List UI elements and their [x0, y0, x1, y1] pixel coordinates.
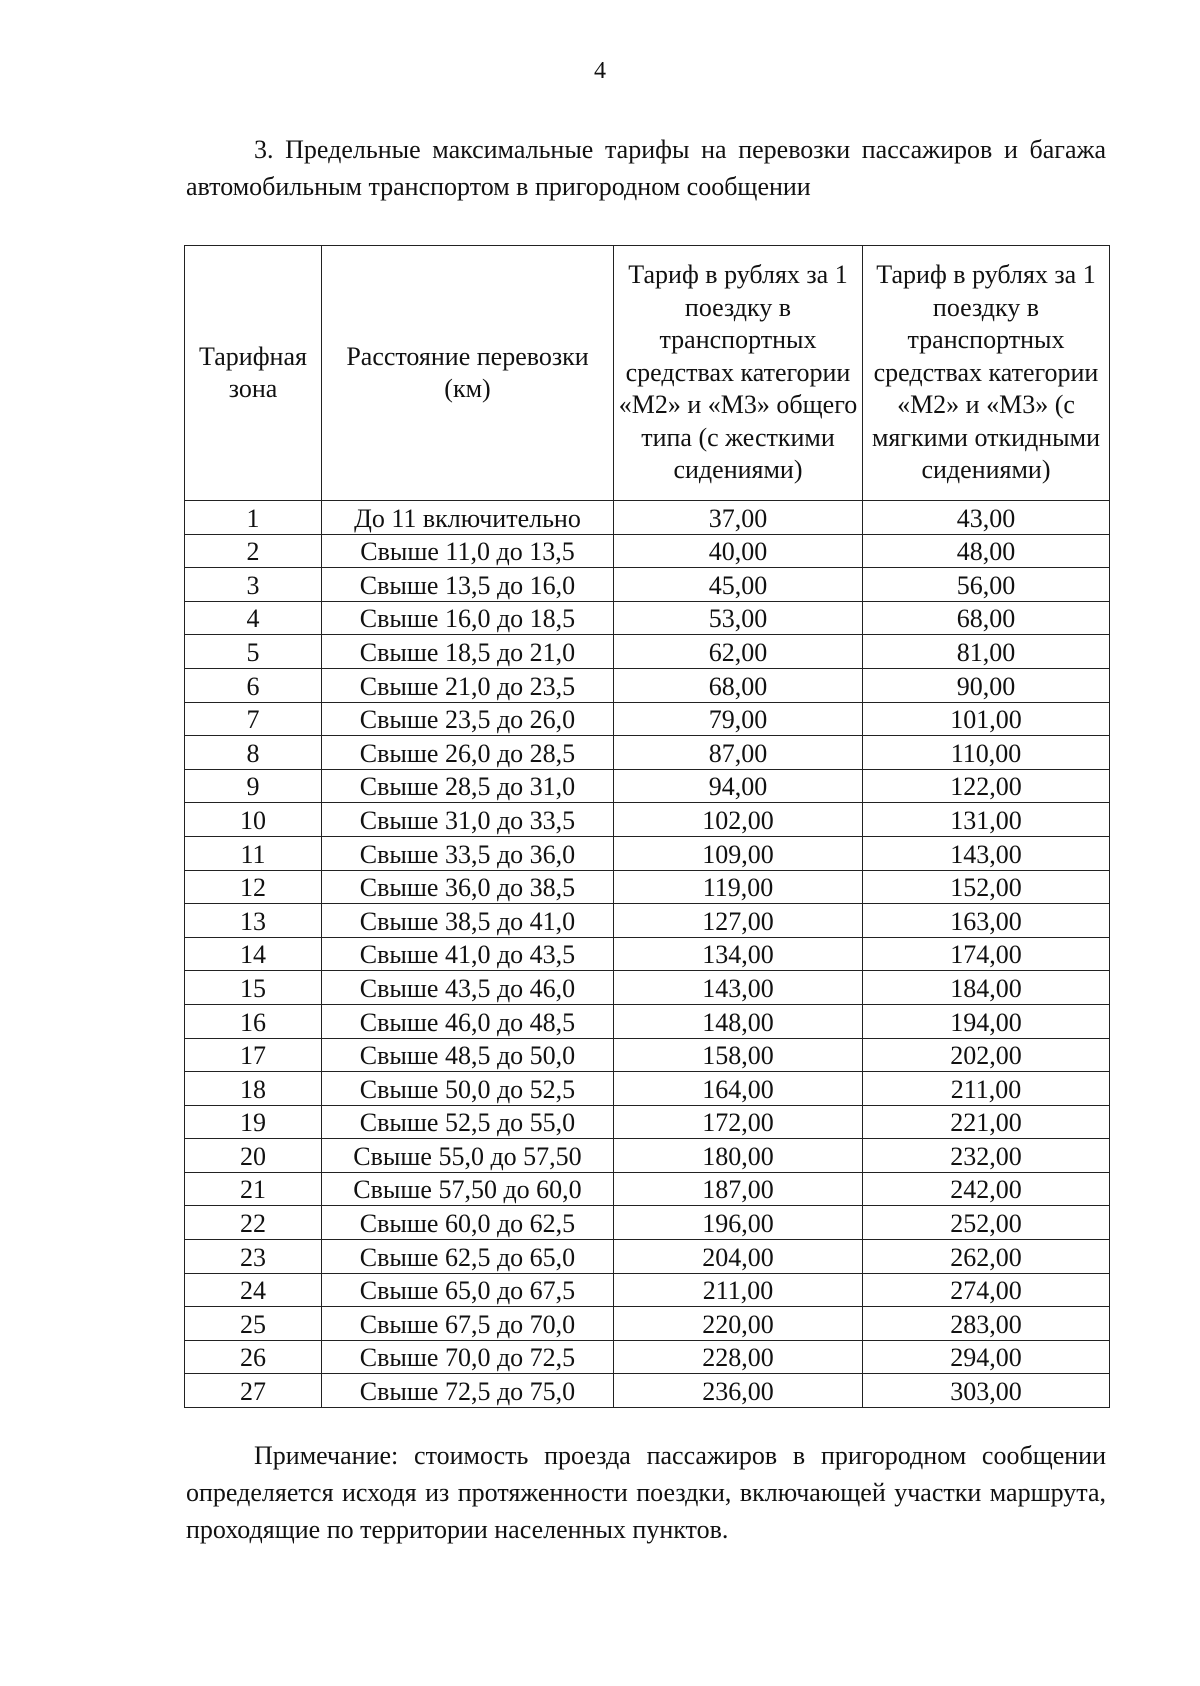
cell-tariff-hard: 148,00: [614, 1004, 863, 1038]
cell-distance: Свыше 38,5 до 41,0: [322, 904, 614, 938]
table-row: [185, 1105, 1110, 1139]
table-row: [185, 601, 1110, 635]
cell-tariff-hard: 211,00: [614, 1273, 863, 1307]
cell-distance: Свыше 33,5 до 36,0: [322, 836, 614, 870]
cell-distance: Свыше 70,0 до 72,5: [322, 1340, 614, 1374]
cell-distance: Свыше 50,0 до 52,5: [322, 1072, 614, 1106]
header-tariff-hard-seats: Тариф в рублях за 1 поездку в транспортных средствах категории «М2» и «М3» общего типа (с жесткими сидениями): [614, 246, 863, 501]
cell-zone: 27: [185, 1374, 322, 1408]
cell-distance: Свыше 21,0 до 23,5: [322, 668, 614, 702]
cell-distance: Свыше 23,5 до 26,0: [322, 702, 614, 736]
cell-zone: 26: [185, 1340, 322, 1374]
table-row: [185, 971, 1110, 1005]
cell-zone: 5: [185, 635, 322, 669]
table-row: [185, 1172, 1110, 1206]
cell-tariff-hard: 196,00: [614, 1206, 863, 1240]
header-distance: Расстояние перевозки (км): [322, 246, 614, 501]
table-row: [185, 803, 1110, 837]
cell-tariff-hard: 45,00: [614, 568, 863, 602]
table-row: [185, 769, 1110, 803]
cell-tariff-soft: 110,00: [863, 736, 1110, 770]
cell-distance: Свыше 26,0 до 28,5: [322, 736, 614, 770]
cell-zone: 6: [185, 668, 322, 702]
cell-tariff-soft: 101,00: [863, 702, 1110, 736]
cell-zone: 15: [185, 971, 322, 1005]
table-row: [185, 501, 1110, 535]
cell-zone: 24: [185, 1273, 322, 1307]
cell-tariff-hard: 102,00: [614, 803, 863, 837]
cell-zone: 19: [185, 1105, 322, 1139]
cell-distance: Свыше 16,0 до 18,5: [322, 601, 614, 635]
table-row: [185, 937, 1110, 971]
header-tariff-soft-seats: Тариф в рублях за 1 поездку в транспортных средствах категории «М2» и «М3» (с мягкими откидными сидениями): [863, 246, 1110, 501]
cell-tariff-soft: 122,00: [863, 769, 1110, 803]
table-row: [185, 1038, 1110, 1072]
cell-tariff-hard: 127,00: [614, 904, 863, 938]
cell-distance: Свыше 57,50 до 60,0: [322, 1172, 614, 1206]
cell-zone: 11: [185, 836, 322, 870]
cell-distance: Свыше 52,5 до 55,0: [322, 1105, 614, 1139]
cell-distance: Свыше 72,5 до 75,0: [322, 1374, 614, 1408]
table-row: [185, 1273, 1110, 1307]
cell-tariff-soft: 202,00: [863, 1038, 1110, 1072]
cell-zone: 22: [185, 1206, 322, 1240]
cell-zone: 8: [185, 736, 322, 770]
cell-distance: Свыше 60,0 до 62,5: [322, 1206, 614, 1240]
table-row: [185, 1139, 1110, 1173]
cell-tariff-soft: 232,00: [863, 1139, 1110, 1173]
cell-distance: Свыше 62,5 до 65,0: [322, 1240, 614, 1274]
cell-distance: Свыше 18,5 до 21,0: [322, 635, 614, 669]
cell-tariff-soft: 242,00: [863, 1172, 1110, 1206]
cell-zone: 21: [185, 1172, 322, 1206]
cell-distance: Свыше 67,5 до 70,0: [322, 1307, 614, 1341]
cell-tariff-soft: 252,00: [863, 1206, 1110, 1240]
table-row: [185, 668, 1110, 702]
cell-zone: 2: [185, 534, 322, 568]
cell-tariff-hard: 180,00: [614, 1139, 863, 1173]
cell-tariff-hard: 37,00: [614, 501, 863, 535]
table-row: [185, 568, 1110, 602]
cell-zone: 12: [185, 870, 322, 904]
table-row: [185, 1004, 1110, 1038]
cell-tariff-hard: 40,00: [614, 534, 863, 568]
cell-distance: Свыше 11,0 до 13,5: [322, 534, 614, 568]
table-header-row: [185, 246, 1110, 501]
section-heading: 3. Предельные максимальные тарифы на перевозки пассажиров и багажа автомобильным транспортом в пригородном сообщении: [186, 135, 1106, 201]
cell-distance: Свыше 48,5 до 50,0: [322, 1038, 614, 1072]
cell-tariff-soft: 81,00: [863, 635, 1110, 669]
cell-zone: 7: [185, 702, 322, 736]
table-row: [185, 736, 1110, 770]
cell-tariff-soft: 274,00: [863, 1273, 1110, 1307]
cell-zone: 9: [185, 769, 322, 803]
cell-tariff-hard: 236,00: [614, 1374, 863, 1408]
cell-tariff-soft: 143,00: [863, 836, 1110, 870]
cell-distance: До 11 включительно: [322, 501, 614, 535]
cell-zone: 4: [185, 601, 322, 635]
cell-tariff-soft: 262,00: [863, 1240, 1110, 1274]
table-row: [185, 870, 1110, 904]
cell-distance: Свыше 13,5 до 16,0: [322, 568, 614, 602]
cell-distance: Свыше 46,0 до 48,5: [322, 1004, 614, 1038]
cell-tariff-soft: 131,00: [863, 803, 1110, 837]
cell-zone: 16: [185, 1004, 322, 1038]
page-number: 4: [594, 58, 606, 84]
note-text: Примечание: стоимость проезда пассажиров в пригородном сообщении определяется исходя из протяженности поездки, включающей участки маршрута, проходящие по территории населенных пунктов.: [186, 1441, 1106, 1544]
cell-tariff-hard: 68,00: [614, 668, 863, 702]
cell-zone: 23: [185, 1240, 322, 1274]
cell-tariff-soft: 163,00: [863, 904, 1110, 938]
cell-tariff-soft: 194,00: [863, 1004, 1110, 1038]
cell-distance: Свыше 28,5 до 31,0: [322, 769, 614, 803]
cell-tariff-hard: 87,00: [614, 736, 863, 770]
cell-tariff-hard: 187,00: [614, 1172, 863, 1206]
cell-tariff-soft: 90,00: [863, 668, 1110, 702]
table-row: [185, 1206, 1110, 1240]
table-row: [185, 836, 1110, 870]
cell-tariff-hard: 164,00: [614, 1072, 863, 1106]
table-row: [185, 702, 1110, 736]
cell-tariff-hard: 109,00: [614, 836, 863, 870]
cell-tariff-soft: 152,00: [863, 870, 1110, 904]
cell-distance: Свыше 65,0 до 67,5: [322, 1273, 614, 1307]
cell-distance: Свыше 31,0 до 33,5: [322, 803, 614, 837]
cell-distance: Свыше 41,0 до 43,5: [322, 937, 614, 971]
cell-tariff-hard: 134,00: [614, 937, 863, 971]
cell-tariff-hard: 53,00: [614, 601, 863, 635]
cell-tariff-hard: 94,00: [614, 769, 863, 803]
cell-tariff-soft: 68,00: [863, 601, 1110, 635]
table-row: [185, 534, 1110, 568]
cell-tariff-hard: 62,00: [614, 635, 863, 669]
cell-zone: 10: [185, 803, 322, 837]
table-row: [185, 1374, 1110, 1408]
table-body: [185, 501, 1110, 1408]
cell-tariff-hard: 172,00: [614, 1105, 863, 1139]
table-row: [185, 904, 1110, 938]
header-tariff-zone: Тарифная зона: [185, 246, 322, 501]
cell-tariff-soft: 283,00: [863, 1307, 1110, 1341]
cell-distance: Свыше 43,5 до 46,0: [322, 971, 614, 1005]
table-row: [185, 1340, 1110, 1374]
cell-tariff-soft: 211,00: [863, 1072, 1110, 1106]
cell-tariff-soft: 184,00: [863, 971, 1110, 1005]
cell-zone: 25: [185, 1307, 322, 1341]
cell-zone: 14: [185, 937, 322, 971]
cell-tariff-soft: 294,00: [863, 1340, 1110, 1374]
cell-tariff-soft: 43,00: [863, 501, 1110, 535]
table-row: [185, 1072, 1110, 1106]
cell-tariff-hard: 79,00: [614, 702, 863, 736]
cell-distance: Свыше 36,0 до 38,5: [322, 870, 614, 904]
cell-zone: 1: [185, 501, 322, 535]
cell-zone: 3: [185, 568, 322, 602]
cell-tariff-hard: 158,00: [614, 1038, 863, 1072]
cell-zone: 18: [185, 1072, 322, 1106]
cell-distance: Свыше 55,0 до 57,50: [322, 1139, 614, 1173]
cell-tariff-hard: 220,00: [614, 1307, 863, 1341]
cell-tariff-hard: 119,00: [614, 870, 863, 904]
cell-tariff-soft: 303,00: [863, 1374, 1110, 1408]
cell-tariff-soft: 48,00: [863, 534, 1110, 568]
cell-tariff-hard: 228,00: [614, 1340, 863, 1374]
tariff-table: [184, 245, 1110, 1408]
cell-zone: 13: [185, 904, 322, 938]
cell-tariff-soft: 221,00: [863, 1105, 1110, 1139]
table-row: [185, 635, 1110, 669]
cell-zone: 20: [185, 1139, 322, 1173]
cell-zone: 17: [185, 1038, 322, 1072]
cell-tariff-hard: 204,00: [614, 1240, 863, 1274]
cell-tariff-soft: 174,00: [863, 937, 1110, 971]
table-row: [185, 1240, 1110, 1274]
cell-tariff-hard: 143,00: [614, 971, 863, 1005]
table-row: [185, 1307, 1110, 1341]
cell-tariff-soft: 56,00: [863, 568, 1110, 602]
